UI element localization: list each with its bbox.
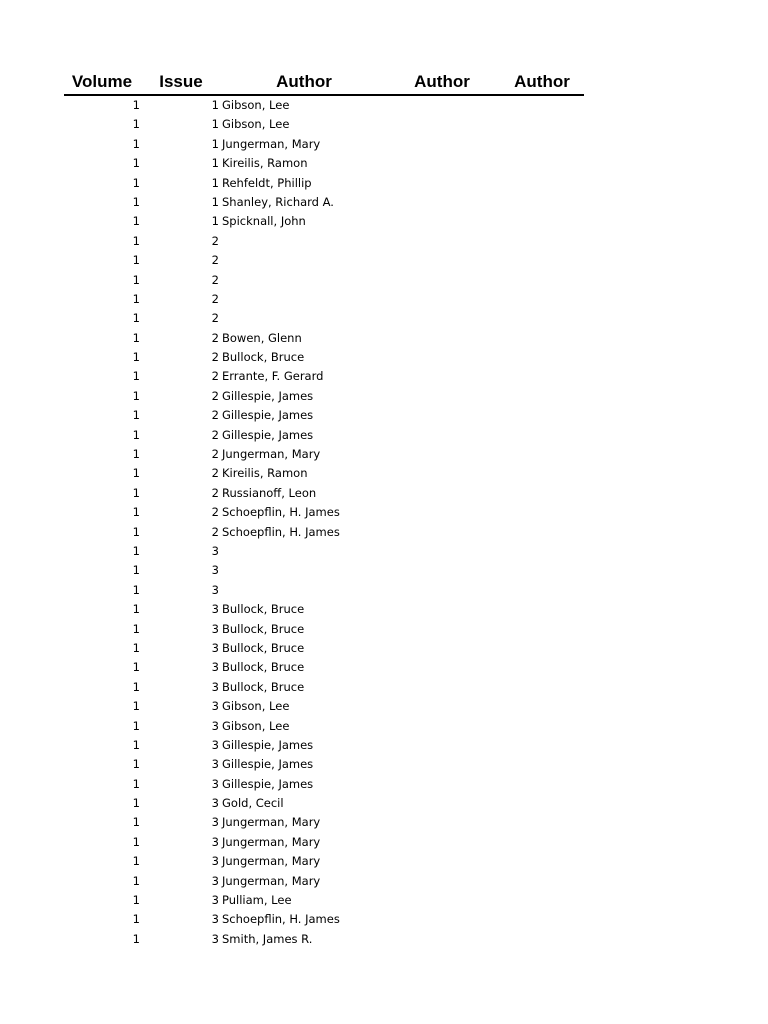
cell-issue: 1 [211,117,219,132]
cell-issue: 2 [211,272,219,287]
cell-author: Jungerman, Mary [222,834,321,849]
table-row [64,426,584,445]
cell-author: Russianoff, Leon [222,485,317,500]
cell-issue: 3 [211,718,219,733]
table-row [64,464,584,483]
cell-issue: 1 [211,98,219,112]
cell-volume: 1 [132,98,140,112]
cell-volume: 1 [132,679,140,694]
table-row [64,445,584,464]
table-row [64,523,584,542]
cell-issue: 3 [211,621,219,636]
cell-volume: 1 [132,737,140,752]
cell-volume: 1 [132,621,140,636]
table-row [64,503,584,522]
cell-issue: 3 [211,931,219,946]
cell-issue: 1 [211,136,219,151]
cell-author: Jungerman, Mary [222,873,321,888]
cell-issue: 3 [211,640,219,655]
cell-volume: 1 [132,602,140,617]
cell-volume: 1 [132,233,140,248]
cell-author: Bullock, Bruce [222,350,305,365]
cell-volume: 1 [132,718,140,733]
cell-author: Gibson, Lee [222,98,290,112]
cell-issue: 2 [211,524,219,539]
cell-volume: 1 [132,776,140,791]
cell-author: Gillespie, James [222,427,314,442]
table-row [64,891,584,910]
cell-author: Bullock, Bruce [222,621,305,636]
cell-issue: 3 [211,796,219,811]
cell-issue: 2 [211,253,219,268]
table-row [64,658,584,677]
cell-author: Schoepflin, H. James [222,524,340,539]
cell-issue: 1 [211,214,219,229]
table-row [64,309,584,328]
cell-volume: 1 [132,582,140,597]
cell-author: Gillespie, James [222,737,314,752]
cell-volume: 1 [132,699,140,714]
cell-volume: 1 [132,350,140,365]
table-row [64,367,584,386]
table-row [64,290,584,309]
table-row [64,872,584,891]
cell-volume: 1 [132,214,140,229]
table-row [64,775,584,794]
cell-author: Jungerman, Mary [222,854,321,869]
cell-volume: 1 [132,660,140,675]
cell-volume: 1 [132,543,140,558]
cell-volume: 1 [132,117,140,132]
cell-issue: 3 [211,912,219,927]
cell-issue: 3 [211,893,219,908]
cell-author: Kireilis, Ramon [222,156,308,171]
table-row [64,600,584,619]
table-row [64,910,584,929]
cell-issue: 2 [211,485,219,500]
table-row [64,232,584,251]
cell-volume: 1 [132,505,140,520]
cell-issue: 2 [211,311,219,326]
cell-issue: 1 [211,194,219,209]
cell-issue: 3 [211,757,219,772]
cell-issue: 1 [211,156,219,171]
cell-volume: 1 [132,136,140,151]
table-row [64,212,584,231]
table-row [64,755,584,774]
table-row [64,348,584,367]
cell-author: Gillespie, James [222,776,314,791]
cell-issue: 3 [211,660,219,675]
cell-issue: 3 [211,543,219,558]
cell-issue: 3 [211,737,219,752]
table-row [64,852,584,871]
cell-volume: 1 [132,563,140,578]
cell-volume: 1 [132,640,140,655]
table-row [64,115,584,134]
cell-author: Gibson, Lee [222,699,290,714]
cell-volume: 1 [132,893,140,908]
table-row [64,406,584,425]
cell-author: Shanley, Richard A. [222,194,334,209]
table-row [64,697,584,716]
cell-issue: 1 [211,175,219,190]
table-body [64,96,584,949]
header-volume: Volume [71,72,133,91]
cell-issue: 2 [211,369,219,384]
table-row [64,794,584,813]
cell-volume: 1 [132,796,140,811]
table-row [64,930,584,949]
table-row [64,251,584,270]
cell-author: Smith, James R. [222,931,313,946]
cell-author: Gillespie, James [222,408,314,423]
cell-author: Gillespie, James [222,388,314,403]
cell-author: Bullock, Bruce [222,679,305,694]
cell-volume: 1 [132,427,140,442]
cell-author: Errante, F. Gerard [222,369,324,384]
cell-issue: 2 [211,408,219,423]
cell-volume: 1 [132,330,140,345]
cell-volume: 1 [132,253,140,268]
table-row [64,542,584,561]
table-row [64,620,584,639]
cell-volume: 1 [132,291,140,306]
table-row [64,193,584,212]
cell-volume: 1 [132,408,140,423]
cell-author: Jungerman, Mary [222,447,321,462]
table-row [64,561,584,580]
cell-volume: 1 [132,524,140,539]
table-row [64,484,584,503]
table-row [64,678,584,697]
table-row [64,271,584,290]
cell-issue: 3 [211,602,219,617]
cell-volume: 1 [132,447,140,462]
cell-volume: 1 [132,931,140,946]
cell-volume: 1 [132,194,140,209]
cell-author: Bowen, Glenn [222,330,302,345]
cell-volume: 1 [132,466,140,481]
table-row [64,387,584,406]
cell-issue: 3 [211,582,219,597]
cell-issue: 2 [211,330,219,345]
cell-author: Pulliam, Lee [222,893,292,908]
table-row [64,174,584,193]
cell-author: Bullock, Bruce [222,602,305,617]
cell-author: Jungerman, Mary [222,815,321,830]
cell-volume: 1 [132,485,140,500]
cell-issue: 2 [211,505,219,520]
cell-volume: 1 [132,873,140,888]
cell-volume: 1 [132,834,140,849]
cell-author: Gibson, Lee [222,718,290,733]
cell-volume: 1 [132,388,140,403]
table-row [64,581,584,600]
table-row [64,717,584,736]
cell-volume: 1 [132,156,140,171]
cell-issue: 3 [211,834,219,849]
cell-volume: 1 [132,912,140,927]
cell-author: Gibson, Lee [222,117,290,132]
table-row [64,639,584,658]
cell-author: Jungerman, Mary [222,136,321,151]
header-author-1: Author [276,72,332,91]
cell-issue: 3 [211,854,219,869]
cell-author: Rehfeldt, Phillip [222,175,312,190]
cell-issue: 2 [211,427,219,442]
cell-volume: 1 [132,854,140,869]
cell-volume: 1 [132,757,140,772]
cell-issue: 2 [211,233,219,248]
cell-issue: 2 [211,291,219,306]
table-row [64,736,584,755]
cell-issue: 3 [211,679,219,694]
table-header [64,70,584,96]
cell-author: Schoepflin, H. James [222,505,340,520]
cell-volume: 1 [132,175,140,190]
cell-volume: 1 [132,272,140,287]
cell-volume: 1 [132,311,140,326]
cell-author: Spicknall, John [222,214,306,229]
cell-issue: 3 [211,776,219,791]
header-author-3: Author [514,72,570,91]
cell-author: Bullock, Bruce [222,640,305,655]
table-row [64,813,584,832]
cell-issue: 3 [211,699,219,714]
cell-issue: 2 [211,388,219,403]
cell-issue: 2 [211,466,219,481]
cell-issue: 3 [211,563,219,578]
cell-author: Bullock, Bruce [222,660,305,675]
cell-issue: 3 [211,873,219,888]
table-row [64,329,584,348]
cell-issue: 2 [211,447,219,462]
cell-volume: 1 [132,815,140,830]
table-row [64,96,584,115]
cell-author: Kireilis, Ramon [222,466,308,481]
cell-author: Gillespie, James [222,757,314,772]
cell-author: Gold, Cecil [222,796,284,811]
cell-author: Schoepflin, H. James [222,912,340,927]
spreadsheet-table [64,70,584,949]
header-author-2: Author [414,72,470,91]
cell-issue: 2 [211,350,219,365]
table-row [64,135,584,154]
cell-volume: 1 [132,369,140,384]
table-row [64,154,584,173]
header-issue: Issue [159,72,203,91]
table-row [64,833,584,852]
cell-issue: 3 [211,815,219,830]
